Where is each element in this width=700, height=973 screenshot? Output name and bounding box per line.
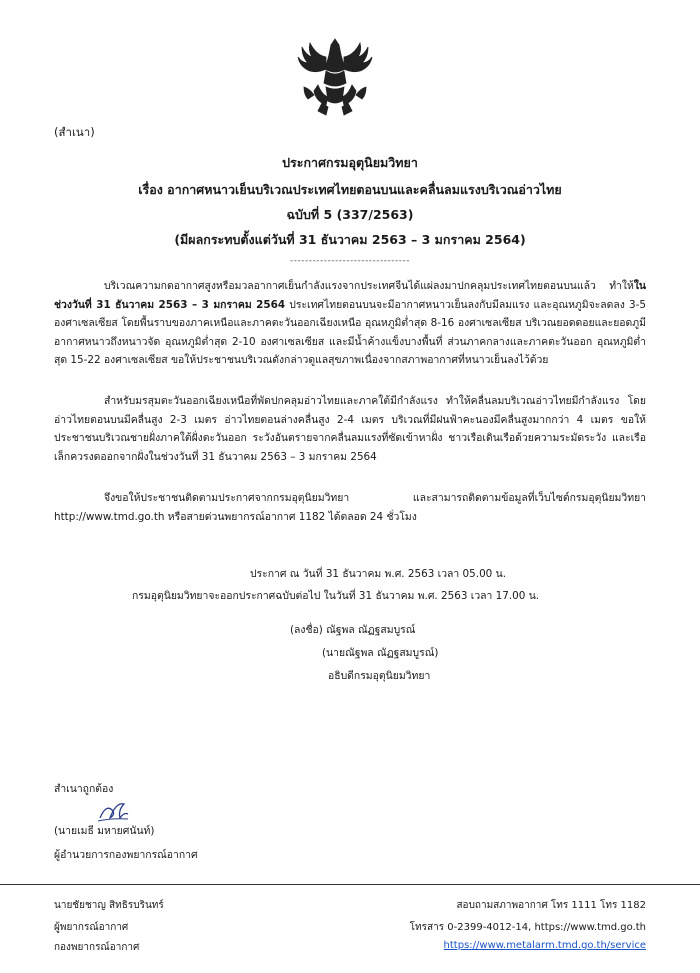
announcement-number: ฉบับที่ 5 (337/2563) [286,207,414,222]
signer-position: อธิบดีกรมอุตุนิยมวิทยา [328,670,431,682]
certifier-name: (นายเมธี มหายศนันท์) [54,825,155,837]
certifier-position: ผู้อำนวยการกองพยากรณ์อากาศ [54,849,198,861]
garuda-emblem-icon [296,33,374,117]
signer-full-name: (นายณัฐพล ณัฏฐสมบูรณ์) [322,647,439,659]
p1-text-a: บริเวณความกดอากาศสูงหรือมวลอากาศเย็นกำลังแรงจากประเทศจีนได้แผ่ลงมาปกคลุมประเทศไทยตอนบนแล้ว ทำให้ [104,280,634,292]
title-divider: -------------------------------- [290,256,410,266]
body-paragraph-3 [54,489,646,526]
contact-phone: สอบถามสภาพอากาศ โทร 1111 โทร 1182 [456,900,646,911]
announcement-title: ประกาศกรมอุตุนิยมวิทยา [282,155,418,170]
next-announcement: กรมอุตุนิยมวิทยาจะออกประกาศฉบับต่อไป ในวันที่ 31 ธันวาคม พ.ศ. 2563 เวลา 17.00 น. [132,590,540,602]
p3-text: จึงขอให้ประชาชนติดตามประกาศจากกรมอุตุนิยมวิทยา และสามารถติดตามข้อมูลที่เว็บไซต์กรมอุตุนิยมวิทยา http://www.tmd.go.th หรือสายด่วนพยากรณ์อากาศ 1182 ได้ตลอด 24 ชั่วโมง [54,492,646,523]
forecaster-title: ผู้พยากรณ์อากาศ [54,922,129,933]
body-paragraph-2 [54,392,646,466]
copy-label: (สำเนา) [54,125,95,139]
forecaster-name: นายชัยชาญ สิทธิรบรินทร์ [54,900,164,911]
handwritten-signature-icon [96,796,130,824]
footer-divider [0,884,700,885]
p2-text: สำหรับมรสุมตะวันออกเฉียงเหนือที่พัดปกคลุมอ่าวไทยและภาคใต้มีกำลังแรง ทำให้คลื่นลมบริเวณอ่าวไทยมีกำลังแรง โดยอ่าวไทยตอนบนมีคลื่นสูง 2-3 เมตร อ่าวไทยตอนล่างคลื่นสูง 2-4 เมตร บริเวณที่มีฝนฟ้าคะนองมีคลื่นสูงมากกว่า 4 เมตร ขอให้ประชาชนบริเวณชายฝั่งภาคใต้ฝั่งตะวันออก ระวังอันตรายจากคลื่นลมแรงที่ซัดเข้าหาฝั่ง ชาวเรือเดินเรือด้วยความระมัดระวัง และเรือเล็กควรงดออกจากฝั่งในช่วงวันที่ 31 ธันวาคม 2563 – 3 มกราคม 2564 [54,395,646,463]
announce-date: ประกาศ ณ วันที่ 31 ธันวาคม พ.ศ. 2563 เวลา 05.00 น. [250,568,507,580]
contact-fax-website: โทรสาร 0-2399-4012-14, https://www.tmd.go.th [409,922,646,933]
announcement-subject: เรื่อง อากาศหนาวเย็นบริเวณประเทศไทยตอนบนและคลื่นลมแรงบริเวณอ่าวไทย [138,182,562,197]
metalarm-link[interactable]: https://www.metalarm.tmd.go.th/service [443,940,646,951]
p1-date-range: ในช่วงวันที่ 31 ธันวาคม 2563 – 3 มกราคม 2564 [54,280,646,311]
certified-copy-label: สำเนาถูกต้อง [54,783,114,795]
forecaster-division: กองพยากรณ์อากาศ [54,942,140,953]
signed-name: (ลงชื่อ) ณัฐพล ณัฏฐสมบูรณ์ [290,624,416,636]
body-paragraph-1 [54,277,646,370]
p1-text-b: ประเทศไทยตอนบนจะมีอากาศหนาวเย็นลงกับมีลมแรง และอุณหภูมิจะลดลง 3-5 องศาเซลเซียส โดยพื้นราบของภาคเหนือและภาคตะวันออกเฉียงเหนือ อุณหภูมิต่ำสุด 8-16 องศาเซลเซียส บริเวณยอดดอยและยอดภูมีอากาศหนาวถึงหนาวจัด อุณหภูมิต่ำสุด 2-10 องศาเซลเซียส และมีน้ำค้างแข็งบางพื้นที่ ส่วนภาคกลางและภาคตะวันออก อุณหภูมิต่ำสุด 15-22 องศาเซลเซียส ขอให้ประชาชนบริเวณดังกล่าวดูแลสุขภาพเนื่องจากสภาพอากาศที่หนาวเย็นลงไว้ด้วย [54,298,646,366]
announcement-effective-period: (มีผลกระทบตั้งแต่วันที่ 31 ธันวาคม 2563 – 3 มกราคม 2564) [174,232,526,247]
